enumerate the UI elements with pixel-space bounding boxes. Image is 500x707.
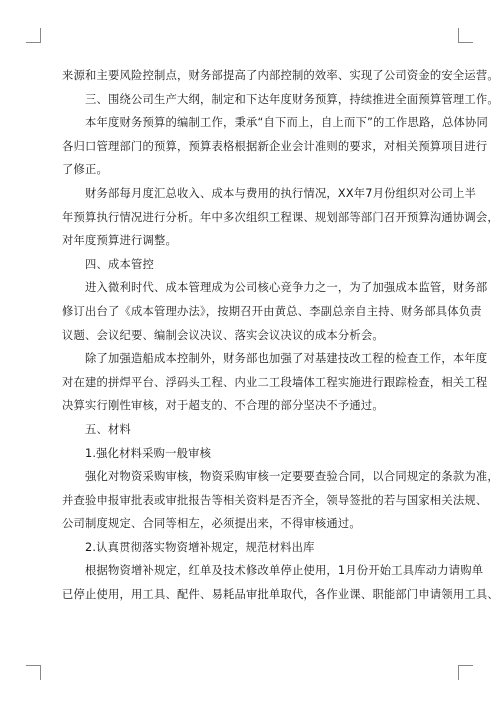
text-line: 本年度财务预算的编制工作，秉承“自下而上，自上而下”的工作思路，总体协同 bbox=[85, 116, 489, 130]
text-line: 三、围绕公司生产大纲，制定和下达年度财务预算，持续推进全面预算管理工作。 bbox=[85, 92, 499, 106]
text-line: 1.强化材料采购一般审核 bbox=[85, 446, 212, 460]
crop-mark-top-left bbox=[26, 28, 41, 43]
text-line: 除了加强造船成本控制外，财务部也加强了对基建技改工程的检查工作，本年度 bbox=[85, 352, 488, 366]
document-body bbox=[62, 64, 499, 607]
text-line: 四、成本管控 bbox=[85, 257, 154, 271]
text-line: 强化对物资采购审核，物资采购审核一定要要查验合同，以合同规定的条款为准， bbox=[85, 470, 499, 484]
crop-mark-bottom-left bbox=[26, 665, 41, 680]
text-line: 修订出台了《成本管理办法》，按期召开由黄总、李副总亲自主持、财务部具体负责 bbox=[62, 304, 482, 318]
text-line: 并查验申报审批表或审批报告等相关资料是否齐全，领导签批的若与国家相关法规、 bbox=[62, 493, 488, 507]
text-line: 决算实行刚性审核，对于超支的、不合理的部分坚决不予通过。 bbox=[62, 399, 384, 413]
text-line: 根据物资增补规定，红单及技术修改单停止使用，1月份开始工具库动力请购单 bbox=[85, 564, 484, 578]
text-line: 对在建的拼焊平台、浮码头工程、内业二工段墙体工程实施进行跟踪检查，相关工程 bbox=[62, 375, 488, 389]
text-line: 进入微利时代、成本管理成为公司核心竞争力之一，为了加强成本监管，财务部 bbox=[85, 281, 488, 295]
text-line: 财务部每月度汇总收入、成本与费用的执行情况，XX年7月份组织对公司上半 bbox=[85, 186, 477, 200]
text-line: 公司制度规定、合同等相左，必须提出来，不得审核通过。 bbox=[62, 517, 361, 531]
text-line: 五、材料 bbox=[85, 422, 131, 436]
text-line: 年预算执行情况进行分析。年中多次组织工程课、规划部等部门召开预算沟通协调会， bbox=[62, 210, 499, 224]
text-line: 了修正。 bbox=[62, 163, 108, 177]
text-line: 2.认真贯彻落实物资增补规定，规范材料出库 bbox=[85, 540, 315, 554]
text-line: 对年度预算进行调整。 bbox=[62, 234, 177, 248]
text-line: 议题、会议纪要、编制会议决议、落实会议决议的成本分析会。 bbox=[62, 328, 384, 342]
crop-mark-top-right bbox=[458, 28, 473, 43]
text-line: 已停止使用，用工具、配件、易耗品审批单取代，各作业课、职能部门申请领用工具、 bbox=[62, 588, 499, 602]
text-line: 各归口管理部门的预算，预算表格根据新企业会计准则的要求，对相关预算项目进行 bbox=[62, 139, 488, 153]
crop-mark-bottom-right bbox=[458, 665, 473, 680]
text-line: 来源和主要风险控制点，财务部提高了内部控制的效率、实现了公司资金的安全运营。 bbox=[62, 69, 499, 82]
